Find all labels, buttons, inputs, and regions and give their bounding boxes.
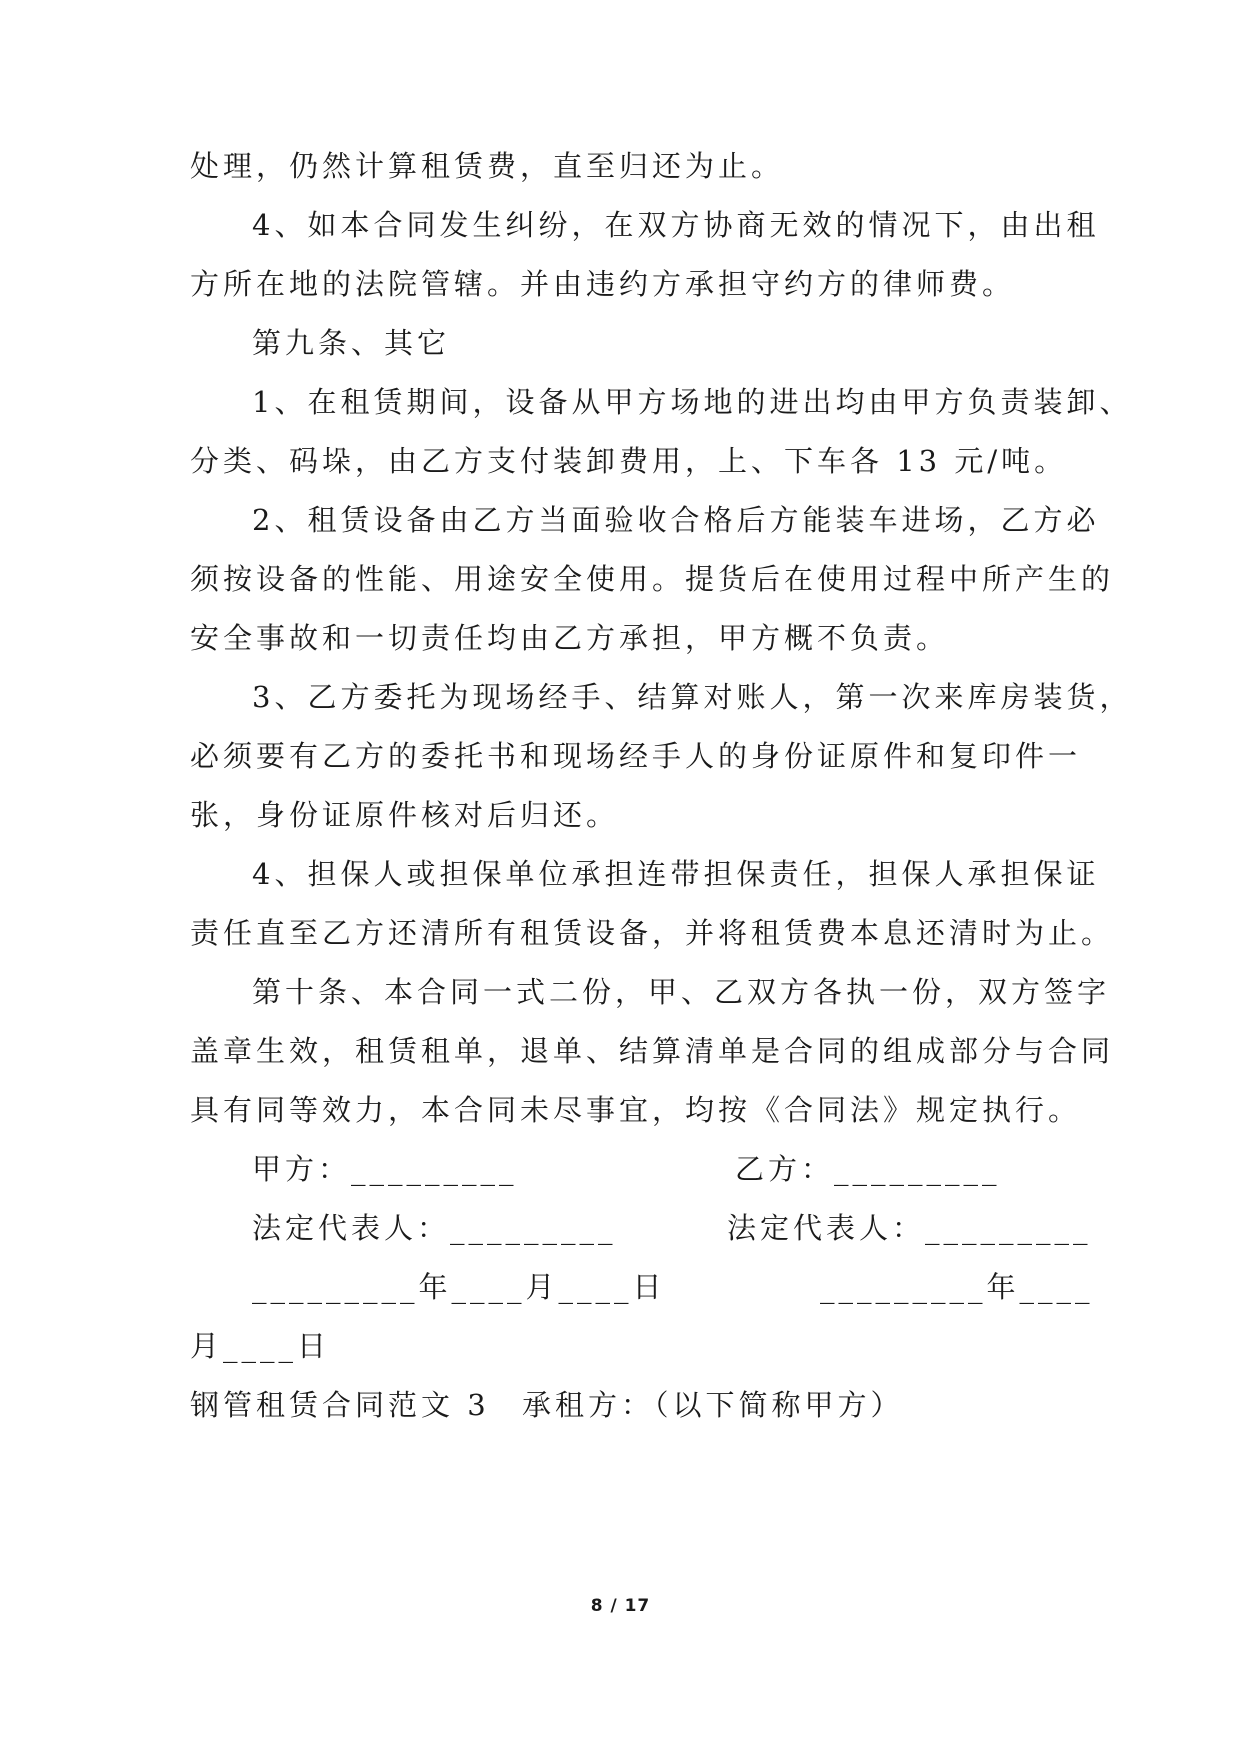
paragraph-line: 必须要有乙方的委托书和现场经手人的身份证原件和复印件一 xyxy=(190,739,1082,773)
paragraph-line: 方所在地的法院管辖。并由违约方承担守约方的律师费。 xyxy=(190,267,1016,301)
paragraph-line: 盖章生效，租赁租单，退单、结算清单是合同的组成部分与合同 xyxy=(190,1034,1115,1068)
date-b-line: _________年____ xyxy=(820,1270,1094,1304)
next-contract-party: 承租方：（以下简称甲方） xyxy=(522,1388,904,1422)
paragraph-line: 具有同等效力，本合同未尽事宜，均按《合同法》规定执行。 xyxy=(190,1093,1082,1127)
legal-rep-a-label: 法定代表人：_________ xyxy=(252,1211,617,1245)
section-heading: 第九条、其它 xyxy=(252,326,451,360)
paragraph-line: 张，身份证原件核对后归还。 xyxy=(190,798,620,832)
paragraph-line: 处理，仍然计算租赁费，直至归还为止。 xyxy=(190,149,785,183)
legal-rep-b-label: 法定代表人：_________ xyxy=(727,1211,1092,1245)
paragraph-line: 分类、码垛，由乙方支付装卸费用，上、下车各 13 元/吨。 xyxy=(190,444,1068,478)
paragraph-line: 4、如本合同发生纠纷，在双方协商无效的情况下，由出租 xyxy=(252,208,1100,242)
paragraph-line: 3、乙方委托为现场经手、结算对账人，第一次来库房装货， xyxy=(252,680,1133,714)
paragraph-line: 第十条、本合同一式二份，甲、乙双方各执一份，双方签字 xyxy=(252,975,1111,1009)
paragraph-line: 安全事故和一切责任均由乙方承担，甲方概不负责。 xyxy=(190,621,950,655)
party-a-label: 甲方：_________ xyxy=(252,1152,518,1186)
page-number: 8 / 17 xyxy=(590,1596,651,1616)
party-b-label: 乙方：_________ xyxy=(735,1152,1001,1186)
date-a-line: _________年____月____日 xyxy=(252,1270,666,1304)
paragraph-line: 2、租赁设备由乙方当面验收合格后方能装车进场，乙方必 xyxy=(252,503,1100,537)
paragraph-line: 1、在租赁期间，设备从甲方场地的进出均由甲方负责装卸、 xyxy=(252,385,1133,419)
paragraph-line: 须按设备的性能、用途安全使用。提货后在使用过程中所产生的 xyxy=(190,562,1115,596)
paragraph-line: 4、担保人或担保单位承担连带担保责任，担保人承担保证 xyxy=(252,857,1100,891)
next-contract-title: 钢管租赁合同范文 3 xyxy=(190,1388,490,1422)
date-b-line-continued: 月____日 xyxy=(190,1329,331,1363)
paragraph-line: 责任直至乙方还清所有租赁设备，并将租赁费本息还清时为止。 xyxy=(190,916,1115,950)
